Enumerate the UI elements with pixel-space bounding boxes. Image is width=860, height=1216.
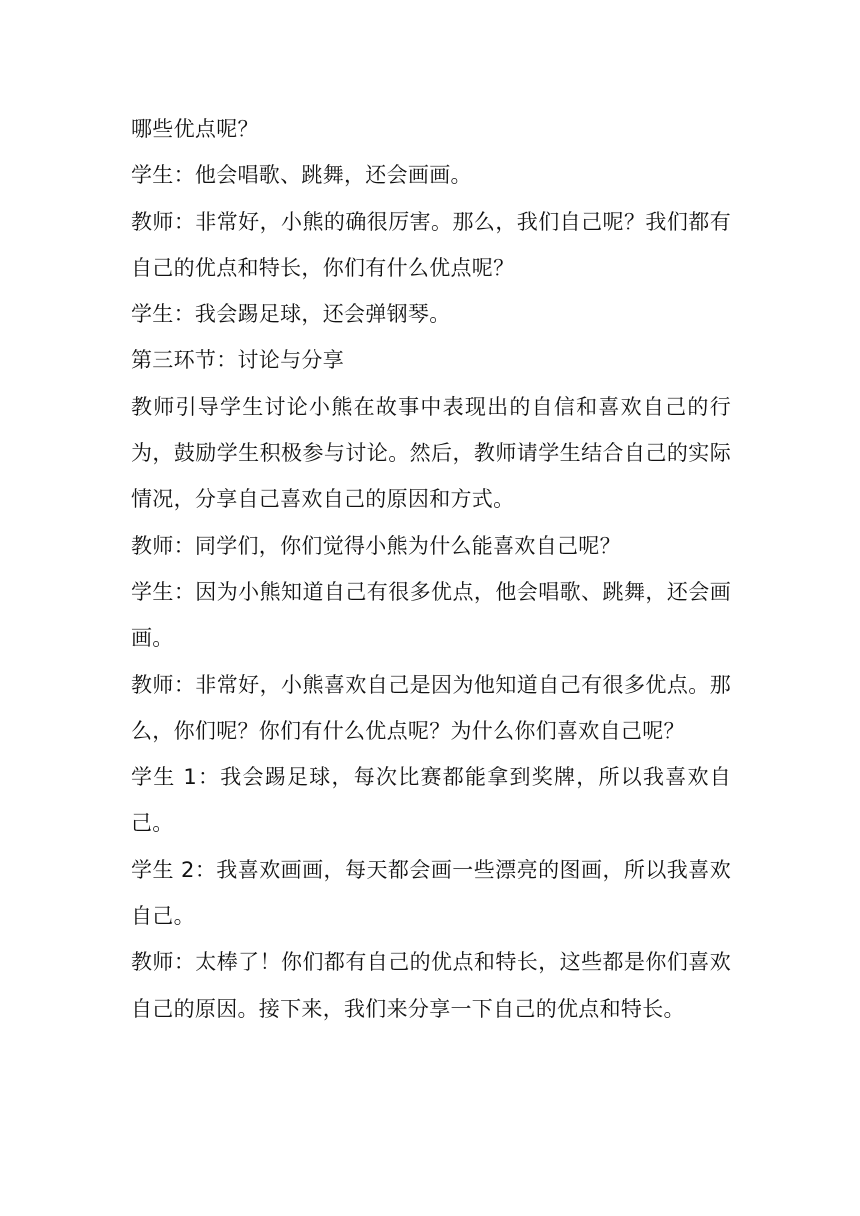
document-body <box>131 106 731 1032</box>
paragraph: 教师：同学们，你们觉得小熊为什么能喜欢自己呢？ <box>131 533 621 558</box>
paragraph: 学生 2：我喜欢画画，每天都会画一些漂亮的图画，所以我喜欢自己。 <box>131 857 731 929</box>
paragraph: 学生：我会踢足球，还会弹钢琴。 <box>131 302 451 327</box>
paragraph: 教师引导学生讨论小熊在故事中表现出的自信和喜欢自己的行为，鼓励学生积极参与讨论。然后，教师请学生结合自己的实际情况，分享自己喜欢自己的原因和方式。 <box>131 394 731 512</box>
paragraph: 学生：他会唱歌、跳舞，还会画画。 <box>131 163 472 188</box>
section-heading: 第三环节：讨论与分享 <box>131 348 344 373</box>
paragraph: 学生：因为小熊知道自己有很多优点，他会唱歌、跳舞，还会画画。 <box>131 579 731 651</box>
paragraph: 教师：非常好，小熊的确很厉害。那么，我们自己呢？我们都有自己的优点和特长，你们有什么优点呢？ <box>131 209 731 280</box>
paragraph: 教师：太棒了！你们都有自己的优点和特长，这些都是你们喜欢自己的原因。接下来，我们来分享一下自己的优点和特长。 <box>131 950 731 1021</box>
paragraph: 学生 1：我会踢足球，每次比赛都能拿到奖牌，所以我喜欢自己。 <box>131 765 731 836</box>
paragraph: 教师：非常好，小熊喜欢自己是因为他知道自己有很多优点。那么，你们呢？你们有什么优点呢？为什么你们喜欢自己呢？ <box>131 672 731 743</box>
paragraph: 哪些优点呢？ <box>131 117 259 141</box>
